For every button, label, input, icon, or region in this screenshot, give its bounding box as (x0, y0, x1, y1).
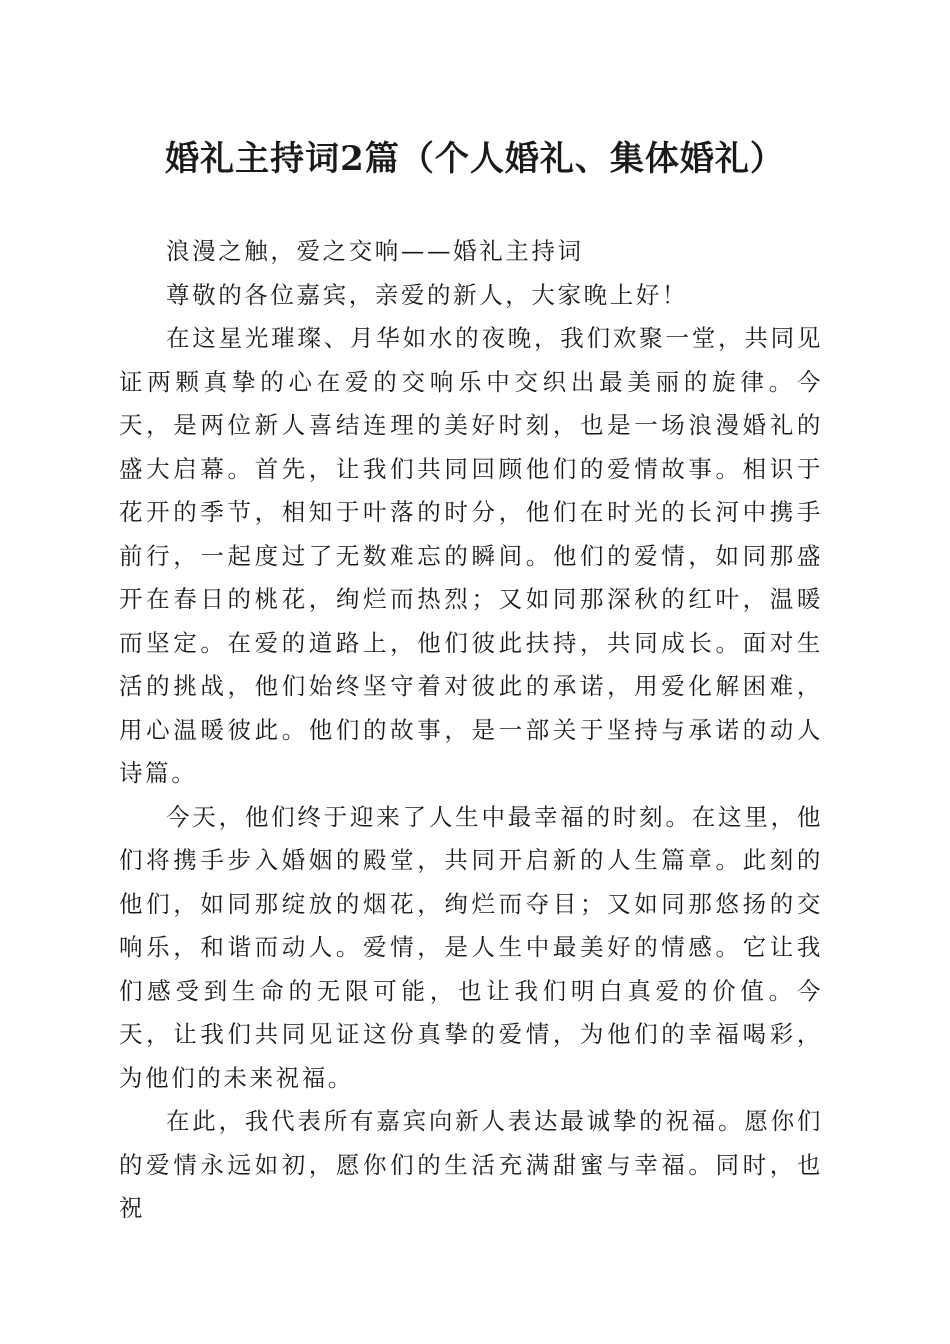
subtitle-line: 浪漫之触，爱之交响——婚礼主持词 (166, 237, 584, 265)
body-paragraph: 在此，我代表所有嘉宾向新人表达最诚挚的祝福。愿你们的爱情永远如初，愿你们的生活充满甜蜜与幸福。同时，也祝 (119, 1107, 823, 1222)
document-title: 婚礼主持词2篇（个人婚礼、集体婚礼） (165, 139, 785, 179)
greeting-paragraph: 尊敬的各位嘉宾，亲爱的新人，大家晚上好！ (166, 280, 688, 309)
body-paragraph: 在这星光璀璨、月华如水的夜晚，我们欢聚一堂，共同见证两颗真挚的心在爱的交响乐中交织出最美丽的旋律。今天，是两位新人喜结连理的美好时刻，也是一场浪漫婚礼的盛大启幕。首先，让我们共同回顾他们的爱情故事。相识于花开的季节，相知于叶落的时分，他们在时光的长河中携手前行，一起度过了无数难忘的瞬间。他们的爱情，如同那盛开在春日的桃花，绚烂而热烈；又如同那深秋的红叶，温暖而坚定。在爱的道路上，他们彼此扶持，共同成长。面对生活的挑战，他们始终坚守着对彼此的承诺，用爱化解困难，用心温暖彼此。他们的故事，是一部关于坚持与承诺的动人诗篇。 (119, 324, 823, 787)
body-paragraph: 今天，他们终于迎来了人生中最幸福的时刻。在这里，他们将携手步入婚姻的殿堂，共同开启新的人生篇章。此刻的他们，如同那绽放的烟花，绚烂而夺目；又如同那悠扬的交响乐，和谐而动人。爱情，是人生中最美好的情感。它让我们感受到生命的无限可能，也让我们明白真爱的价值。今天，让我们共同见证这份真挚的爱情，为他们的幸福喝彩，为他们的未来祝福。 (119, 802, 823, 1092)
document-body (119, 230, 823, 1231)
